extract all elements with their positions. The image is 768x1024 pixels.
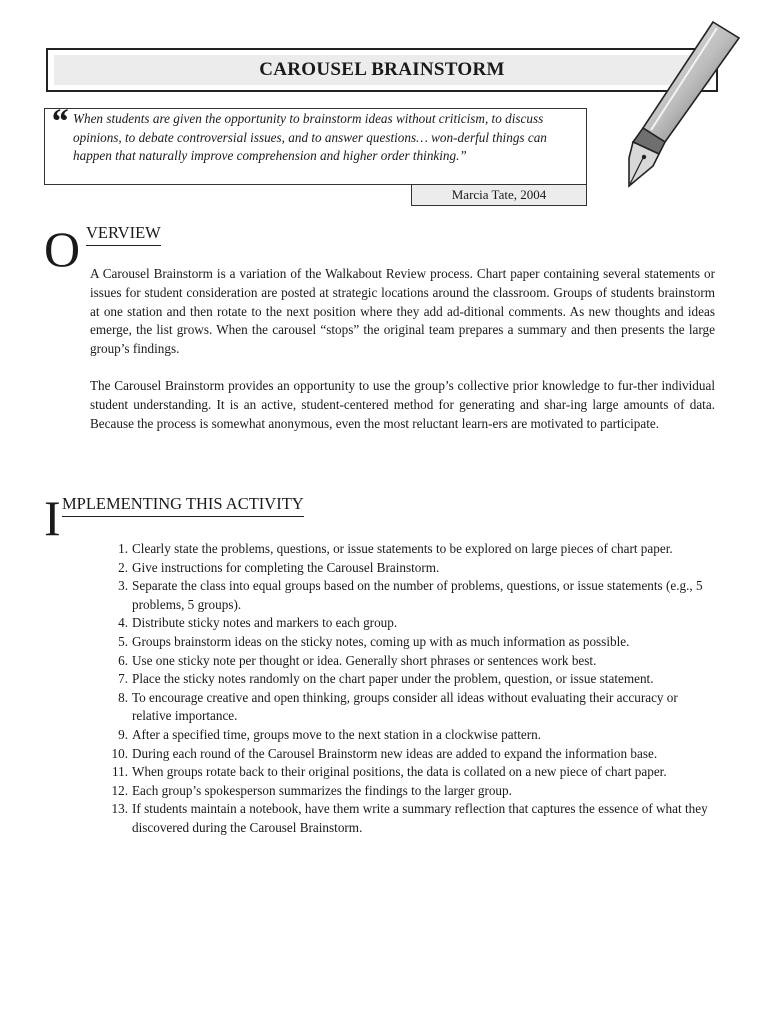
pen-nib-icon (615, 18, 745, 193)
list-item: 13. If students maintain a notebook, have them write a summary reflection that captures the essence of what they discovered during the Carousel Brainstorm. (111, 801, 708, 835)
list-item: 3. Separate the class into equal groups based on the number of problems, questions, or issue statements (e.g., 5 problems, 5 groups). (118, 578, 703, 612)
quote-text: When students are given the opportunity to brainstorm ideas without criticism, to discuss opinions, to debate controversial issues, and to answer questions… won-derful things can happen that naturally improve comprehension and higher order thinking.” (73, 111, 547, 163)
list-item: 1. Clearly state the problems, questions, or issue statements to be explored on large pieces of chart paper. (118, 541, 673, 556)
list-item: 7. Place the sticky notes randomly on the chart paper under the problem, question, or issue statement. (118, 671, 654, 687)
quote-attribution: Marcia Tate, 2004 (411, 185, 587, 206)
list-item: 12. Each group’s spokesperson summarizes the findings to the larger group. (111, 782, 512, 798)
implementing-heading-text: MPLEMENTING THIS ACTIVITY (62, 494, 304, 517)
steps-list (100, 540, 715, 838)
list-item: 8. To encourage creative and open thinking, groups consider all ideas without evaluating their accuracy or relative importance. (118, 689, 678, 724)
overview-heading-text: VERVIEW (86, 223, 161, 246)
list-item: 2. Give instructions for completing the Carousel Brainstorm. (118, 559, 440, 575)
overview-dropcap: O (44, 221, 81, 277)
quote-mark: “ (50, 101, 68, 141)
list-item: 11. When groups rotate back to their original positions, the data is collated on a new piece of chart paper. (112, 764, 667, 780)
page-title: CAROUSEL BRAINSTORM (54, 55, 710, 85)
list-item: 10. During each round of the Carousel Brainstorm new ideas are added to expand the information base. (111, 745, 658, 761)
list-item: 5. Groups brainstorm ideas on the sticky notes, coming up with as much information as possible. (118, 633, 630, 649)
overview-paragraph-2: The Carousel Brainstorm provides an opportunity to use the group’s collective prior knowledge to fur-ther individual student understanding. It is an active, student-centered method for generating and shar-ing large amounts of data. Because the process is somewhat anonymous, even the most reluctant learn-ers are motivated to participate. (90, 378, 715, 431)
list-item: 4. Distribute sticky notes and markers to each group. (118, 615, 398, 631)
quote-box (44, 101, 587, 185)
implementing-dropcap: I (44, 490, 61, 546)
list-item: 6. Use one sticky note per thought or idea. Generally short phrases or sentences work best. (118, 652, 597, 668)
list-item: 9. After a specified time, groups move to the next station in a clockwise pattern. (118, 726, 542, 742)
overview-paragraph-1: A Carousel Brainstorm is a variation of the Walkabout Review process. Chart paper containing several statements or issues for student consideration are posted at strategic locations around the classroom. Groups of students brainstorm at one station and then rotate to the next position where they add ad-ditional comments. As new thoughts and ideas emerge, the list grows. When the carousel “stops” the original team prepares a summary and then presents the large group’s findings. (90, 266, 715, 357)
